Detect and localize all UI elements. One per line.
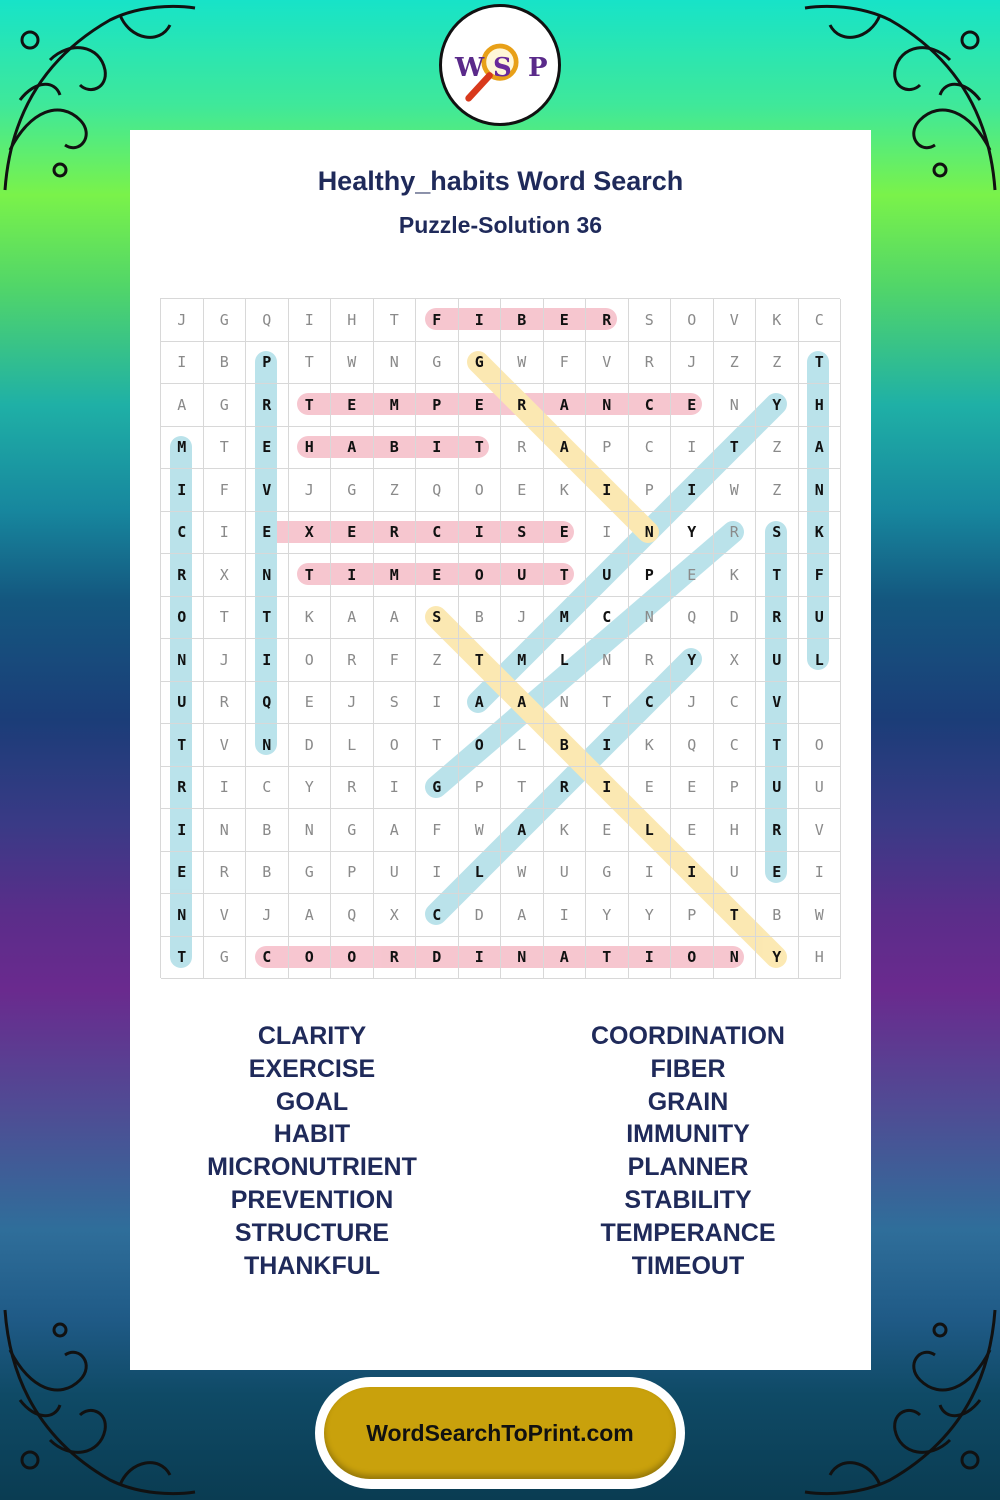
grid-cell[interactable]: Y: [756, 384, 799, 427]
grid-cell[interactable]: E: [459, 384, 502, 427]
grid-cell[interactable]: I: [459, 299, 502, 342]
grid-cell[interactable]: V: [799, 809, 842, 852]
grid-cell[interactable]: R: [161, 554, 204, 597]
grid-cell[interactable]: E: [756, 852, 799, 895]
grid-cell[interactable]: T: [289, 384, 332, 427]
grid-cell[interactable]: O: [331, 937, 374, 980]
grid-cell[interactable]: V: [204, 894, 247, 937]
grid-cell[interactable]: M: [501, 639, 544, 682]
grid-cell[interactable]: E: [671, 767, 714, 810]
grid-cell[interactable]: I: [161, 469, 204, 512]
grid-cell[interactable]: P: [586, 427, 629, 470]
grid-cell[interactable]: R: [629, 342, 672, 385]
grid-cell[interactable]: H: [331, 299, 374, 342]
grid-cell[interactable]: R: [204, 852, 247, 895]
grid-cell[interactable]: A: [331, 597, 374, 640]
grid-cell[interactable]: I: [586, 469, 629, 512]
grid-cell[interactable]: Q: [416, 469, 459, 512]
grid-cell[interactable]: I: [671, 469, 714, 512]
grid-cell[interactable]: A: [459, 682, 502, 725]
grid-cell[interactable]: D: [714, 597, 757, 640]
grid-cell[interactable]: I: [161, 809, 204, 852]
grid-cell[interactable]: T: [374, 299, 417, 342]
word-item: COORDINATION: [591, 1022, 785, 1050]
grid-cell[interactable]: O: [459, 724, 502, 767]
grid-cell[interactable]: I: [416, 682, 459, 725]
letter-grid: [160, 298, 840, 978]
grid-cell[interactable]: W: [714, 469, 757, 512]
grid-cell[interactable]: K: [756, 299, 799, 342]
word-item: STABILITY: [624, 1185, 752, 1214]
grid-cell[interactable]: F: [204, 469, 247, 512]
grid-cell[interactable]: I: [331, 554, 374, 597]
logo-letter-w: W: [455, 53, 485, 83]
grid-cell[interactable]: C: [629, 427, 672, 470]
grid-cell[interactable]: A: [799, 427, 842, 470]
grid-cell[interactable]: S: [629, 299, 672, 342]
grid-cell[interactable]: E: [161, 852, 204, 895]
grid-cell[interactable]: D: [416, 937, 459, 980]
logo-letter-p: P: [528, 53, 548, 83]
grid-cell[interactable]: U: [161, 682, 204, 725]
word-item: TIMEOUT: [631, 1251, 745, 1280]
grid-cell[interactable]: U: [799, 767, 842, 810]
grid-cell[interactable]: J: [671, 342, 714, 385]
grid-cell[interactable]: R: [161, 767, 204, 810]
grid-cell[interactable]: C: [586, 597, 629, 640]
grid-cell[interactable]: I: [459, 512, 502, 555]
grid-cell[interactable]: F: [416, 299, 459, 342]
grid-cell[interactable]: R: [331, 639, 374, 682]
grid-cell[interactable]: I: [629, 852, 672, 895]
grid-cell[interactable]: G: [586, 852, 629, 895]
grid-cell[interactable]: E: [544, 299, 587, 342]
grid-cell[interactable]: O: [459, 554, 502, 597]
word-item: IMMUNITY: [626, 1120, 750, 1149]
grid-cell[interactable]: K: [799, 512, 842, 555]
grid-cell[interactable]: O: [671, 937, 714, 980]
grid-cell[interactable]: I: [416, 852, 459, 895]
word-item: PREVENTION: [230, 1185, 394, 1214]
word-item: GRAIN: [647, 1087, 729, 1116]
grid-cell[interactable]: Z: [374, 469, 417, 512]
grid-cell[interactable]: U: [756, 639, 799, 682]
grid-cell[interactable]: N: [629, 597, 672, 640]
word-item: FIBER: [650, 1054, 726, 1083]
grid-cell[interactable]: I: [586, 767, 629, 810]
grid-cell[interactable]: T: [459, 427, 502, 470]
word-item: STRUCTURE: [234, 1218, 390, 1247]
grid-cell[interactable]: O: [799, 724, 842, 767]
grid-cell[interactable]: Q: [671, 597, 714, 640]
grid-cell[interactable]: P: [714, 767, 757, 810]
grid-cell[interactable]: J: [501, 597, 544, 640]
grid-cell[interactable]: U: [586, 554, 629, 597]
website-link[interactable]: WordSearchToPrint.com: [324, 1387, 676, 1479]
grid-cell[interactable]: K: [544, 469, 587, 512]
grid-cell[interactable]: N: [204, 809, 247, 852]
grid-cell[interactable]: E: [246, 427, 289, 470]
grid-cell[interactable]: Z: [756, 342, 799, 385]
word-item: MICRONUTRIENT: [207, 1153, 417, 1182]
grid-cell[interactable]: O: [161, 597, 204, 640]
word-item: CLARITY: [257, 1022, 367, 1050]
word-item: EXERCISE: [248, 1054, 376, 1083]
grid-cell[interactable]: R: [204, 682, 247, 725]
grid-cell[interactable]: Q: [671, 724, 714, 767]
grid-cell[interactable]: A: [544, 384, 587, 427]
grid-cell[interactable]: C: [416, 512, 459, 555]
grid-cell[interactable]: S: [501, 512, 544, 555]
grid-cell[interactable]: I: [799, 852, 842, 895]
grid-cell[interactable]: C: [161, 512, 204, 555]
grid-cell[interactable]: I: [416, 427, 459, 470]
grid-cell[interactable]: R: [501, 427, 544, 470]
grid-cell[interactable]: R: [331, 767, 374, 810]
grid-cell[interactable]: L: [459, 852, 502, 895]
grid-cell[interactable]: N: [246, 724, 289, 767]
word-item: HABIT: [273, 1120, 351, 1149]
grid-cell[interactable]: A: [374, 809, 417, 852]
grid-cell[interactable]: L: [799, 639, 842, 682]
grid-cell[interactable]: N: [714, 937, 757, 980]
grid-cell[interactable]: G: [331, 809, 374, 852]
grid-cell[interactable]: K: [289, 597, 332, 640]
grid-cell[interactable]: I: [544, 894, 587, 937]
word-item: TEMPERANCE: [600, 1218, 776, 1247]
grid-cell[interactable]: C: [416, 894, 459, 937]
grid-cell[interactable]: T: [204, 427, 247, 470]
grid-cell[interactable]: B: [459, 597, 502, 640]
grid-cell[interactable]: A: [289, 894, 332, 937]
grid-cell[interactable]: T: [714, 427, 757, 470]
grid-cell[interactable]: H: [799, 937, 842, 980]
grid-cell[interactable]: N: [161, 894, 204, 937]
grid-cell[interactable]: K: [629, 724, 672, 767]
grid-cell[interactable]: T: [161, 937, 204, 980]
grid-cell[interactable]: N: [799, 469, 842, 512]
grid-cell[interactable]: P: [629, 554, 672, 597]
logo-letter-s: S: [493, 53, 512, 83]
grid-cell[interactable]: G: [416, 767, 459, 810]
grid-cell[interactable]: N: [586, 384, 629, 427]
grid-cell[interactable]: F: [374, 639, 417, 682]
grid-cell[interactable]: Y: [671, 639, 714, 682]
grid-cell[interactable]: P: [416, 384, 459, 427]
grid-cell[interactable]: T: [586, 682, 629, 725]
grid-cell[interactable]: S: [416, 597, 459, 640]
grid-cell[interactable]: T: [416, 724, 459, 767]
grid-cell[interactable]: I: [161, 342, 204, 385]
grid-cell[interactable]: T: [501, 767, 544, 810]
grid-cell[interactable]: C: [714, 724, 757, 767]
grid-cell[interactable]: P: [246, 342, 289, 385]
grid-cell[interactable]: N: [629, 512, 672, 555]
grid-cell[interactable]: C: [714, 682, 757, 725]
grid-cell[interactable]: [799, 682, 842, 725]
grid-cell[interactable]: I: [671, 852, 714, 895]
grid-cell[interactable]: B: [374, 427, 417, 470]
grid-cell[interactable]: C: [246, 767, 289, 810]
grid-cell[interactable]: T: [459, 639, 502, 682]
grid-cell[interactable]: O: [671, 299, 714, 342]
grid-cell[interactable]: R: [374, 512, 417, 555]
grid-cell[interactable]: H: [289, 427, 332, 470]
grid-cell[interactable]: O: [289, 937, 332, 980]
grid-cell[interactable]: A: [544, 427, 587, 470]
grid-cell[interactable]: I: [204, 512, 247, 555]
grid-cell[interactable]: R: [544, 767, 587, 810]
grid-cell[interactable]: T: [289, 342, 332, 385]
grid-cell[interactable]: N: [289, 809, 332, 852]
grid-cell[interactable]: N: [586, 639, 629, 682]
grid-cell[interactable]: E: [671, 384, 714, 427]
grid-cell[interactable]: S: [374, 682, 417, 725]
grid-cell[interactable]: V: [756, 682, 799, 725]
page-subtitle: Puzzle-Solution 36: [398, 212, 603, 238]
grid-cell[interactable]: I: [671, 427, 714, 470]
grid-cell[interactable]: Q: [331, 894, 374, 937]
grid-cell[interactable]: V: [204, 724, 247, 767]
grid-cell[interactable]: V: [586, 342, 629, 385]
grid-cell[interactable]: L: [331, 724, 374, 767]
grid-cell[interactable]: G: [204, 384, 247, 427]
grid-cell[interactable]: D: [289, 724, 332, 767]
grid-cell[interactable]: Y: [289, 767, 332, 810]
grid-cell[interactable]: G: [289, 852, 332, 895]
grid-cell[interactable]: Z: [756, 469, 799, 512]
grid-cell[interactable]: O: [289, 639, 332, 682]
page-title: Healthy_habits Word Search: [317, 166, 684, 196]
grid-cell[interactable]: P: [331, 852, 374, 895]
grid-cell[interactable]: T: [161, 724, 204, 767]
grid-cell[interactable]: L: [629, 809, 672, 852]
grid-cell[interactable]: Q: [246, 299, 289, 342]
grid-cell[interactable]: C: [246, 937, 289, 980]
grid-cell[interactable]: W: [501, 342, 544, 385]
grid-cell[interactable]: T: [289, 554, 332, 597]
grid-cell[interactable]: Z: [756, 427, 799, 470]
grid-cell[interactable]: E: [629, 767, 672, 810]
grid-cell[interactable]: M: [374, 384, 417, 427]
grid-cell[interactable]: J: [161, 299, 204, 342]
grid-cell[interactable]: Y: [756, 937, 799, 980]
word-item: THANKFUL: [243, 1251, 381, 1280]
wsp-logo[interactable]: [439, 4, 561, 126]
grid-cell[interactable]: H: [714, 809, 757, 852]
grid-cell[interactable]: J: [204, 639, 247, 682]
grid-cell[interactable]: X: [714, 639, 757, 682]
grid-cell[interactable]: E: [416, 554, 459, 597]
grid-cell[interactable]: I: [586, 512, 629, 555]
grid-cell[interactable]: W: [459, 809, 502, 852]
grid-cell[interactable]: C: [629, 384, 672, 427]
grid-cell[interactable]: L: [501, 724, 544, 767]
grid-cell[interactable]: J: [246, 894, 289, 937]
grid-cell[interactable]: T: [246, 597, 289, 640]
grid-cell[interactable]: N: [374, 342, 417, 385]
grid-cell[interactable]: R: [246, 384, 289, 427]
grid-cell[interactable]: M: [544, 597, 587, 640]
word-list-left: [152, 1020, 472, 1282]
grid-cell[interactable]: I: [289, 299, 332, 342]
word-item: GOAL: [275, 1087, 349, 1116]
grid-cell[interactable]: D: [459, 894, 502, 937]
grid-cell[interactable]: N: [161, 639, 204, 682]
grid-cell[interactable]: E: [544, 512, 587, 555]
grid-cell[interactable]: W: [501, 852, 544, 895]
puzzle-card: [130, 130, 871, 1370]
grid-cell[interactable]: Y: [586, 894, 629, 937]
grid-cell[interactable]: X: [204, 554, 247, 597]
grid-cell[interactable]: T: [544, 554, 587, 597]
grid-cell[interactable]: R: [629, 639, 672, 682]
grid-cell[interactable]: B: [501, 299, 544, 342]
grid-cell[interactable]: V: [246, 469, 289, 512]
grid-cell[interactable]: A: [501, 682, 544, 725]
grid-cell[interactable]: L: [544, 639, 587, 682]
grid-cell[interactable]: E: [331, 384, 374, 427]
grid-cell[interactable]: F: [416, 809, 459, 852]
grid-cell[interactable]: M: [374, 554, 417, 597]
grid-cell[interactable]: A: [331, 427, 374, 470]
grid-cell[interactable]: T: [586, 937, 629, 980]
grid-cell[interactable]: U: [501, 554, 544, 597]
grid-cell[interactable]: R: [374, 937, 417, 980]
grid-cell[interactable]: B: [246, 852, 289, 895]
grid-cell[interactable]: Y: [671, 512, 714, 555]
grid-cell[interactable]: H: [799, 384, 842, 427]
grid-cell[interactable]: O: [374, 724, 417, 767]
grid-cell[interactable]: U: [799, 597, 842, 640]
grid-cell[interactable]: P: [629, 469, 672, 512]
grid-cell[interactable]: G: [459, 342, 502, 385]
grid-cell[interactable]: A: [501, 809, 544, 852]
grid-cell[interactable]: P: [671, 894, 714, 937]
grid-cell[interactable]: N: [501, 937, 544, 980]
grid-cell[interactable]: I: [459, 937, 502, 980]
grid-cell[interactable]: B: [246, 809, 289, 852]
word-list-right: [528, 1020, 848, 1282]
grid-cell[interactable]: E: [501, 469, 544, 512]
grid-cell[interactable]: U: [544, 852, 587, 895]
grid-cell[interactable]: W: [331, 342, 374, 385]
grid-cell[interactable]: G: [204, 937, 247, 980]
grid-cell[interactable]: Z: [416, 639, 459, 682]
grid-cell[interactable]: J: [331, 682, 374, 725]
word-item: PLANNER: [627, 1153, 749, 1182]
grid-cell[interactable]: T: [204, 597, 247, 640]
grid-cell[interactable]: U: [756, 767, 799, 810]
grid-cell[interactable]: I: [204, 767, 247, 810]
grid-cell[interactable]: P: [459, 767, 502, 810]
grid-cell[interactable]: G: [204, 299, 247, 342]
grid-cell[interactable]: R: [714, 512, 757, 555]
grid-cell[interactable]: R: [756, 597, 799, 640]
grid-cell[interactable]: A: [161, 384, 204, 427]
grid-cell[interactable]: E: [586, 809, 629, 852]
grid-cell[interactable]: I: [374, 767, 417, 810]
grid-cell[interactable]: E: [331, 512, 374, 555]
grid-cell[interactable]: T: [756, 724, 799, 767]
grid-cell[interactable]: Y: [629, 894, 672, 937]
grid-cell[interactable]: I: [246, 639, 289, 682]
grid-cell[interactable]: C: [629, 682, 672, 725]
grid-cell[interactable]: E: [671, 554, 714, 597]
grid-cell[interactable]: I: [629, 937, 672, 980]
grid-cell[interactable]: G: [331, 469, 374, 512]
grid-cell[interactable]: S: [756, 512, 799, 555]
grid-cell[interactable]: U: [714, 852, 757, 895]
grid-cell[interactable]: R: [586, 299, 629, 342]
grid-cell[interactable]: R: [501, 384, 544, 427]
grid-cell[interactable]: Z: [714, 342, 757, 385]
grid-cell[interactable]: F: [544, 342, 587, 385]
grid-cell[interactable]: C: [799, 299, 842, 342]
grid-cell[interactable]: J: [289, 469, 332, 512]
grid-cell[interactable]: N: [246, 554, 289, 597]
grid-cell[interactable]: A: [501, 894, 544, 937]
grid-cell[interactable]: J: [671, 682, 714, 725]
grid-cell[interactable]: R: [756, 809, 799, 852]
grid-cell[interactable]: Q: [246, 682, 289, 725]
grid-cell[interactable]: T: [799, 342, 842, 385]
grid-cell[interactable]: K: [544, 809, 587, 852]
grid-cell[interactable]: I: [586, 724, 629, 767]
grid-cell[interactable]: G: [416, 342, 459, 385]
grid-cell[interactable]: O: [459, 469, 502, 512]
grid-cell[interactable]: X: [374, 894, 417, 937]
grid-cell[interactable]: M: [161, 427, 204, 470]
grid-cell[interactable]: B: [756, 894, 799, 937]
grid-cell[interactable]: E: [671, 809, 714, 852]
grid-cell[interactable]: N: [544, 682, 587, 725]
grid-cell[interactable]: T: [756, 554, 799, 597]
grid-cell[interactable]: V: [714, 299, 757, 342]
grid-cell[interactable]: W: [799, 894, 842, 937]
grid-cell[interactable]: T: [714, 894, 757, 937]
grid-cell[interactable]: A: [544, 937, 587, 980]
grid-cell[interactable]: F: [799, 554, 842, 597]
grid-cell[interactable]: E: [289, 682, 332, 725]
grid-cell[interactable]: X: [289, 512, 332, 555]
grid-cell[interactable]: B: [204, 342, 247, 385]
grid-cell[interactable]: U: [374, 852, 417, 895]
grid-cell[interactable]: N: [714, 384, 757, 427]
grid-cell[interactable]: E: [246, 512, 289, 555]
grid-cell[interactable]: K: [714, 554, 757, 597]
grid-cell[interactable]: A: [374, 597, 417, 640]
grid-cell[interactable]: B: [544, 724, 587, 767]
